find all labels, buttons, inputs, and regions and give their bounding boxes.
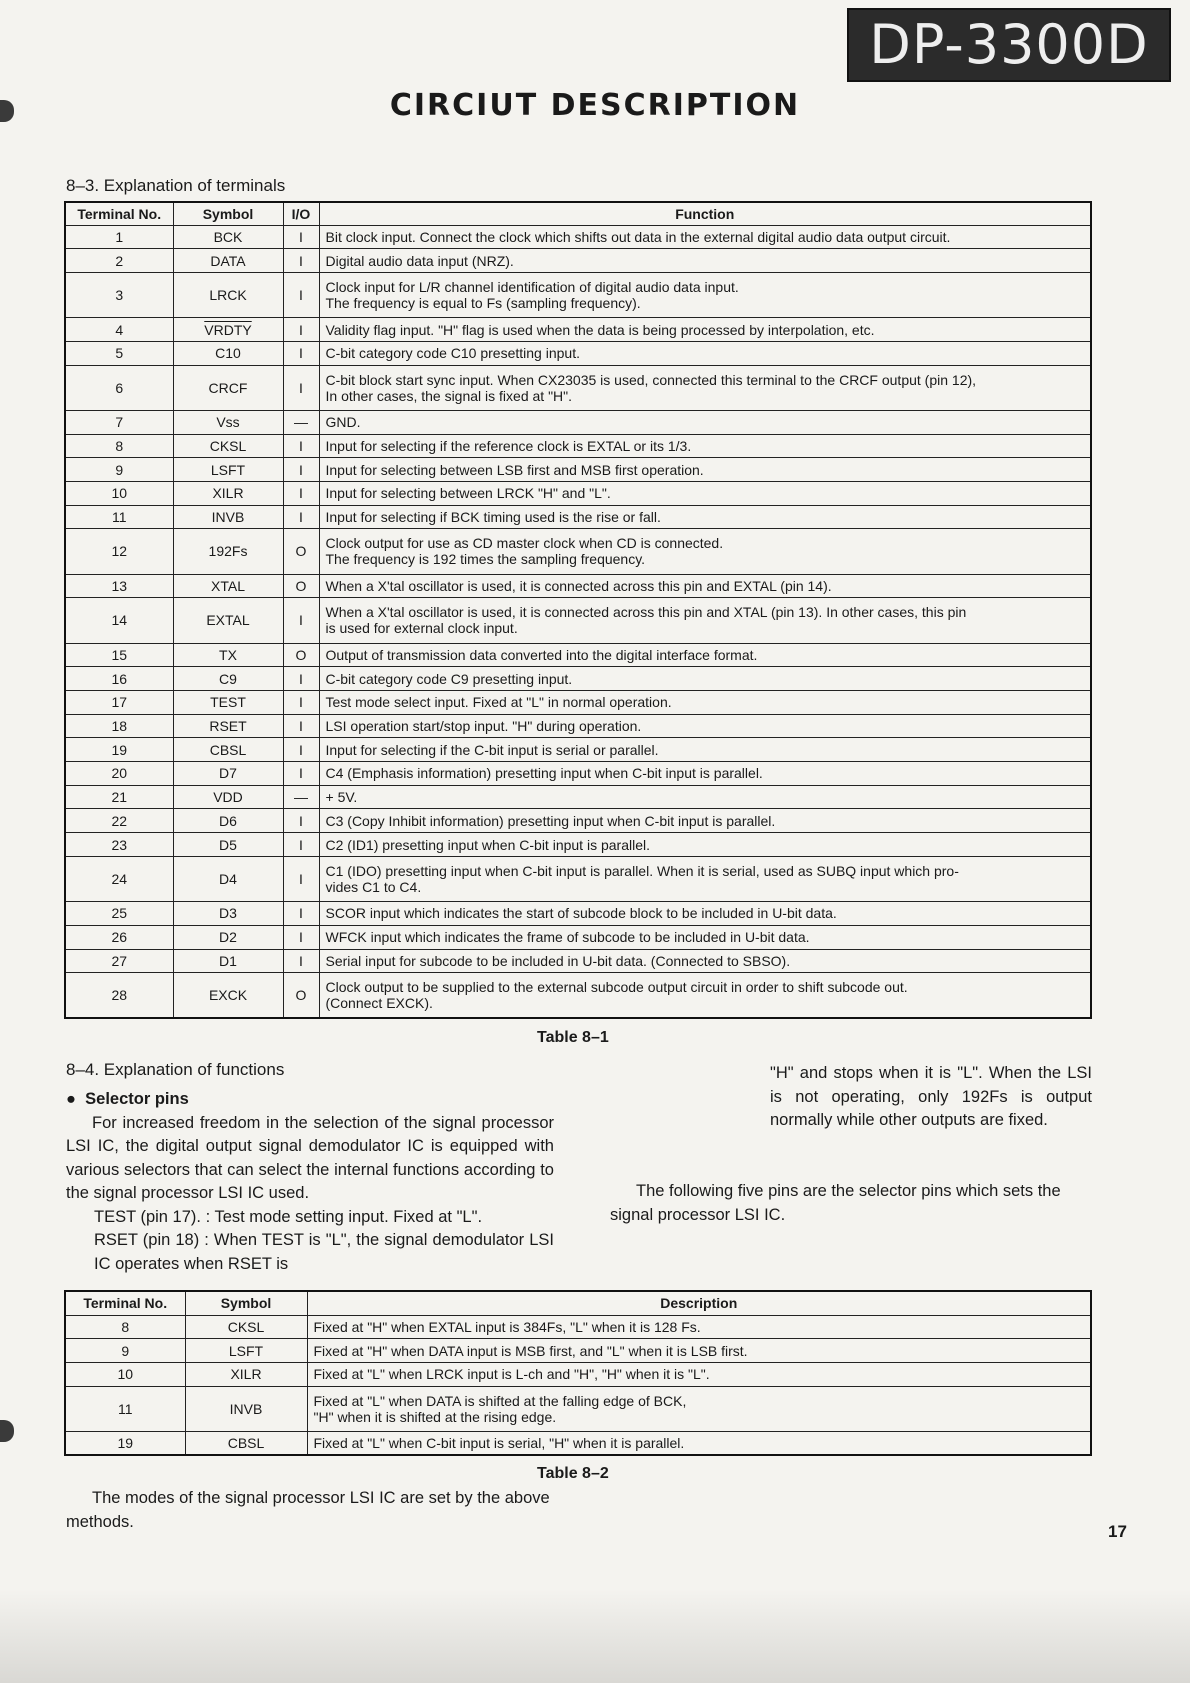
terminal-number: 18 — [65, 714, 173, 738]
terminal-symbol: C9 — [173, 667, 283, 691]
terminal-function — [319, 481, 1091, 505]
terminal-number: 4 — [65, 318, 173, 342]
terminal-io: I — [283, 714, 319, 738]
table-row — [65, 785, 1091, 809]
terminal-io: I — [283, 762, 319, 786]
terminal-symbol: D6 — [173, 809, 283, 833]
function-line: Input for selecting between LSB first and MSB first operation. — [325, 461, 704, 478]
terminal-number: 3 — [65, 272, 173, 317]
function-line: C2 (ID1) presetting input when C-bit input is parallel. — [325, 836, 650, 853]
terminal-io: I — [283, 341, 319, 365]
table-row — [65, 667, 1091, 691]
table-row — [65, 973, 1091, 1018]
terminal-io: I — [283, 365, 319, 410]
table-row — [65, 1386, 1091, 1431]
table-row — [65, 365, 1091, 410]
terminal-number: 19 — [65, 738, 173, 762]
terminal-symbol: VRDTY — [173, 318, 283, 342]
column-header: Symbol — [185, 1291, 307, 1315]
function-line: Clock output for use as CD master clock when CD is connected. — [325, 535, 724, 552]
terminal-symbol: LSFT — [173, 458, 283, 482]
function-line: C4 (Emphasis information) presetting input when C-bit input is parallel. — [325, 765, 763, 782]
terminal-io: O — [283, 574, 319, 598]
terminal-symbol: EXTAL — [173, 598, 283, 643]
terminal-function — [319, 643, 1091, 667]
terminal-io: I — [283, 249, 319, 273]
terminal-function — [319, 762, 1091, 786]
function-line: C-bit category code C9 presetting input. — [325, 670, 573, 687]
terminal-function — [319, 249, 1091, 273]
terminal-number: 28 — [65, 973, 173, 1018]
terminal-symbol: BCK — [173, 225, 283, 249]
terminal-io: I — [283, 856, 319, 901]
terminal-function — [319, 574, 1091, 598]
terminal-symbol: D5 — [173, 833, 283, 857]
terminal-number: 6 — [65, 365, 173, 410]
terminal-description — [307, 1386, 1091, 1431]
terminal-function — [319, 738, 1091, 762]
terminal-function — [319, 341, 1091, 365]
terminal-function — [319, 458, 1091, 482]
terminal-number: 21 — [65, 785, 173, 809]
column-header: Terminal No. — [65, 202, 173, 225]
terminal-description — [307, 1315, 1091, 1339]
table-row — [65, 809, 1091, 833]
terminal-description — [307, 1362, 1091, 1386]
terminal-number: 1 — [65, 225, 173, 249]
table-row — [65, 1339, 1091, 1363]
terminal-symbol: TEST — [173, 690, 283, 714]
table-row — [65, 318, 1091, 342]
terminal-io: I — [283, 318, 319, 342]
description-line: Fixed at "L" when LRCK input is L-ch and "H", "H" when it is "L". — [313, 1366, 710, 1383]
terminal-number: 9 — [65, 1339, 185, 1363]
terminal-symbol: XTAL — [173, 574, 283, 598]
terminal-number: 11 — [65, 1386, 185, 1431]
function-line: GND. — [325, 414, 361, 431]
function-line: Input for selecting between LRCK "H" and "L". — [325, 485, 611, 502]
functions-right-column-2 — [610, 1180, 1092, 1227]
section-heading-terminals: 8–3. Explanation of terminals — [66, 176, 286, 195]
column-header: Terminal No. — [65, 1291, 185, 1315]
table-row — [65, 1362, 1091, 1386]
terminal-function — [319, 598, 1091, 643]
terminal-function — [319, 809, 1091, 833]
terminal-number: 14 — [65, 598, 173, 643]
terminal-function — [319, 505, 1091, 529]
functions-right-column — [770, 1062, 1092, 1133]
table-row — [65, 1431, 1091, 1455]
function-line: The frequency is 192 times the sampling frequency. — [325, 551, 646, 568]
column-header: I/O — [283, 202, 319, 225]
function-line: Clock output to be supplied to the external subcode output circuit in order to shift subcode out. — [325, 979, 908, 996]
table-row — [65, 410, 1091, 434]
terminal-io: I — [283, 272, 319, 317]
terminal-number: 22 — [65, 809, 173, 833]
description-line: Fixed at "H" when DATA input is MSB first, and "L" when it is LSB first. — [313, 1342, 748, 1359]
terminal-number: 8 — [65, 434, 173, 458]
table-row — [65, 762, 1091, 786]
description-line: Fixed at "L" when DATA is shifted at the falling edge of BCK, — [313, 1392, 687, 1409]
terminal-number: 9 — [65, 458, 173, 482]
table-row — [65, 949, 1091, 973]
terminal-description — [307, 1431, 1091, 1455]
function-line: WFCK input which indicates the frame of subcode to be included in U-bit data. — [325, 929, 810, 946]
terminal-symbol: D2 — [173, 925, 283, 949]
terminal-number: 15 — [65, 643, 173, 667]
terminal-number: 27 — [65, 949, 173, 973]
table-row — [65, 341, 1091, 365]
terminal-symbol: CKSL — [185, 1315, 307, 1339]
terminal-symbol: D3 — [173, 902, 283, 926]
table-row — [65, 902, 1091, 926]
terminal-function — [319, 785, 1091, 809]
table-row — [65, 249, 1091, 273]
terminal-number: 2 — [65, 249, 173, 273]
column-header: Symbol — [173, 202, 283, 225]
function-line: C-bit category code C10 presetting input. — [325, 345, 580, 362]
terminal-number: 20 — [65, 762, 173, 786]
terminal-function — [319, 225, 1091, 249]
function-line: SCOR input which indicates the start of subcode block to be included in U-bit data. — [325, 905, 837, 922]
table-row — [65, 925, 1091, 949]
bullet-icon: ● — [66, 1090, 76, 1108]
terminal-number: 10 — [65, 481, 173, 505]
terminal-symbol: CBSL — [185, 1431, 307, 1455]
function-line: Validity flag input. "H" flag is used when the data is being processed by interpolation, etc. — [325, 321, 875, 338]
terminal-symbol: RSET — [173, 714, 283, 738]
test-pin-line: TEST (pin 17). : Test mode setting input. Fixed at "L". — [94, 1207, 483, 1226]
terminal-io: I — [283, 505, 319, 529]
terminal-io: I — [283, 225, 319, 249]
terminal-symbol: VDD — [173, 785, 283, 809]
terminal-number: 16 — [65, 667, 173, 691]
column-header: Function — [319, 202, 1091, 225]
terminal-number: 12 — [65, 529, 173, 574]
function-line: Input for selecting if BCK timing used is the rise or fall. — [325, 508, 661, 525]
terminal-symbol: LRCK — [173, 272, 283, 317]
terminal-symbol: D7 — [173, 762, 283, 786]
paragraph: The modes of the signal processor LSI IC are set by the above methods. — [66, 1489, 550, 1531]
function-line: Output of transmission data converted into the digital interface format. — [325, 646, 758, 663]
terminal-io: I — [283, 690, 319, 714]
terminal-io: I — [283, 738, 319, 762]
terminal-symbol: INVB — [173, 505, 283, 529]
terminal-io: I — [283, 458, 319, 482]
description-line: "H" when it is shifted at the rising edge. — [313, 1408, 557, 1425]
terminals-table — [64, 201, 1092, 1019]
table-row — [65, 481, 1091, 505]
binding-hole — [0, 1420, 14, 1442]
paragraph: "H" and stops when it is "L". When the LSI is not operating, only 192Fs is output normally while other outputs are fixed. — [770, 1064, 1092, 1129]
terminal-function — [319, 925, 1091, 949]
selector-pins-table — [64, 1290, 1092, 1456]
description-line: Fixed at "L" when C-bit input is serial, "H" when it is parallel. — [313, 1434, 685, 1451]
function-line: When a X'tal oscillator is used, it is connected across this pin and XTAL (pin 13). In other cases, this pin — [325, 604, 967, 621]
table-row — [65, 529, 1091, 574]
function-line: Bit clock input. Connect the clock which shifts out data in the external digital audio data output circuit. — [325, 228, 951, 245]
paragraph: For increased freedom in the selection of the signal processor LSI IC, the digital output signal demodulator IC is equipped with various selectors that can select the internal functions according to the signal processor LSI IC used. — [66, 1113, 554, 1202]
terminal-symbol: 192Fs — [173, 529, 283, 574]
function-line: Serial input for subcode to be included in U-bit data. (Connected to SBSO). — [325, 952, 791, 969]
function-line: Digital audio data input (NRZ). — [325, 252, 514, 269]
table-row — [65, 738, 1091, 762]
terminal-function — [319, 272, 1091, 317]
terminal-io: O — [283, 973, 319, 1018]
terminal-io: — — [283, 785, 319, 809]
terminal-number: 26 — [65, 925, 173, 949]
page-title: CIRCIUT DESCRIPTION — [389, 88, 801, 123]
function-line: (Connect EXCK). — [325, 995, 433, 1012]
terminal-io: I — [283, 598, 319, 643]
function-line: Clock input for L/R channel identification of digital audio data input. — [325, 279, 739, 296]
section-heading-functions: 8–4. Explanation of functions — [66, 1060, 285, 1079]
terminal-symbol: LSFT — [185, 1339, 307, 1363]
table-caption: Table 8–2 — [537, 1465, 609, 1482]
terminal-io: I — [283, 902, 319, 926]
terminal-symbol: D4 — [173, 856, 283, 901]
terminal-symbol: CRCF — [173, 365, 283, 410]
terminal-symbol: XILR — [185, 1362, 307, 1386]
terminal-io: O — [283, 529, 319, 574]
terminal-symbol: INVB — [185, 1386, 307, 1431]
function-line: + 5V. — [325, 789, 358, 806]
function-line: is used for external clock input. — [325, 620, 518, 637]
terminal-function — [319, 856, 1091, 901]
terminal-symbol: XILR — [173, 481, 283, 505]
function-line: C3 (Copy Inhibit information) presetting input when C-bit input is parallel. — [325, 812, 776, 829]
function-line: C1 (IDO) presetting input when C-bit input is parallel. When it is serial, used as SUBQ input which pro- — [325, 862, 959, 879]
terminal-io: I — [283, 925, 319, 949]
terminal-function — [319, 973, 1091, 1018]
page-number: 17 — [1108, 1522, 1127, 1541]
terminal-io: I — [283, 667, 319, 691]
table-row — [65, 714, 1091, 738]
paragraph: The following five pins are the selector pins which sets the signal processor LSI IC. — [610, 1182, 1061, 1224]
scan-shadow — [0, 1590, 1190, 1683]
terminal-function — [319, 529, 1091, 574]
table-row — [65, 690, 1091, 714]
terminal-number: 7 — [65, 410, 173, 434]
table-row — [65, 1315, 1091, 1339]
terminal-symbol: D1 — [173, 949, 283, 973]
terminals-table-body — [65, 225, 1091, 1018]
terminal-function — [319, 949, 1091, 973]
table-caption: Table 8–1 — [537, 1029, 609, 1046]
function-line: Input for selecting if the reference clock is EXTAL or its 1/3. — [325, 437, 692, 454]
terminal-number: 25 — [65, 902, 173, 926]
table-row — [65, 598, 1091, 643]
functions-left-column — [66, 1088, 554, 1276]
terminal-function — [319, 410, 1091, 434]
function-line: Input for selecting if the C-bit input is serial or parallel. — [325, 741, 659, 758]
table-row — [65, 434, 1091, 458]
terminal-function — [319, 318, 1091, 342]
terminal-number: 19 — [65, 1431, 185, 1455]
selector-pins-table-body — [65, 1315, 1091, 1455]
terminal-symbol: EXCK — [173, 973, 283, 1018]
terminal-symbol: CKSL — [173, 434, 283, 458]
terminal-function — [319, 714, 1091, 738]
bullet-heading: Selector pins — [85, 1090, 189, 1108]
terminal-function — [319, 667, 1091, 691]
terminal-function — [319, 902, 1091, 926]
function-line: vides C1 to C4. — [325, 878, 422, 895]
column-header: Description — [307, 1291, 1091, 1315]
table-row — [65, 272, 1091, 317]
terminal-io: I — [283, 949, 319, 973]
model-badge: DP-3300D — [847, 8, 1171, 82]
terminal-symbol: DATA — [173, 249, 283, 273]
table-row — [65, 833, 1091, 857]
terminal-number: 11 — [65, 505, 173, 529]
rset-pin-line: RSET (pin 18) : When TEST is "L", the signal demodulator LSI IC operates when RSET is — [94, 1231, 554, 1273]
terminal-number: 13 — [65, 574, 173, 598]
description-line: Fixed at "H" when EXTAL input is 384Fs, "L" when it is 128 Fs. — [313, 1318, 701, 1335]
terminal-function — [319, 690, 1091, 714]
terminal-io: I — [283, 809, 319, 833]
terminal-symbol: C10 — [173, 341, 283, 365]
terminal-io: I — [283, 481, 319, 505]
table-row — [65, 856, 1091, 901]
terminal-number: 23 — [65, 833, 173, 857]
terminal-function — [319, 833, 1091, 857]
terminal-io: — — [283, 410, 319, 434]
terminal-number: 24 — [65, 856, 173, 901]
terminal-io: I — [283, 833, 319, 857]
closing-paragraph — [66, 1487, 554, 1534]
terminal-io: I — [283, 434, 319, 458]
terminal-description — [307, 1339, 1091, 1363]
terminal-function — [319, 365, 1091, 410]
function-line: The frequency is equal to Fs (sampling frequency). — [325, 295, 641, 312]
terminal-symbol: TX — [173, 643, 283, 667]
terminal-number: 8 — [65, 1315, 185, 1339]
terminal-number: 5 — [65, 341, 173, 365]
table-row — [65, 225, 1091, 249]
terminal-symbol: CBSL — [173, 738, 283, 762]
table-row — [65, 643, 1091, 667]
table-row — [65, 458, 1091, 482]
terminal-function — [319, 434, 1091, 458]
function-line: In other cases, the signal is fixed at "H". — [325, 387, 573, 404]
terminal-number: 17 — [65, 690, 173, 714]
function-line: When a X'tal oscillator is used, it is connected across this pin and EXTAL (pin 14). — [325, 577, 832, 594]
terminal-symbol: Vss — [173, 410, 283, 434]
table-row — [65, 505, 1091, 529]
function-line: LSI operation start/stop input. "H" during operation. — [325, 717, 642, 734]
terminal-io: O — [283, 643, 319, 667]
function-line: Test mode select input. Fixed at "L" in normal operation. — [325, 694, 672, 711]
terminal-number: 10 — [65, 1362, 185, 1386]
function-line: C-bit block start sync input. When CX23035 is used, connected this terminal to the CRCF output (pin 12), — [325, 371, 977, 388]
table-row — [65, 574, 1091, 598]
